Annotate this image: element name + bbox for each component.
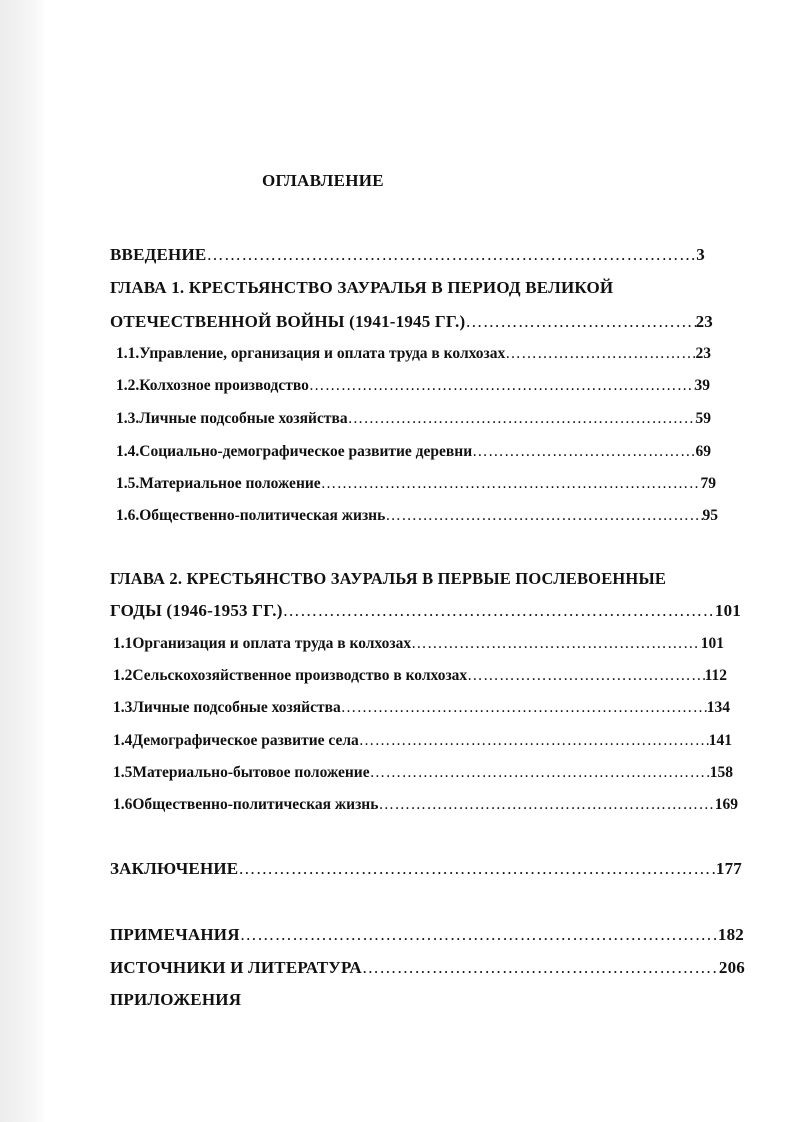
section-number: 1.1 bbox=[113, 635, 133, 652]
section-number: 1.4. bbox=[116, 443, 140, 460]
toc-entry-section-1-2[interactable] bbox=[116, 377, 710, 395]
entry-label: Материальное положение bbox=[139, 475, 321, 492]
toc-entry-conclusion[interactable] bbox=[110, 859, 742, 879]
page-number: 158 bbox=[709, 764, 733, 781]
toc-entry-section-1-6[interactable] bbox=[116, 507, 718, 525]
entry-label: Демографическое развитие села bbox=[132, 732, 359, 749]
toc-entry-section-2-2[interactable] bbox=[113, 667, 727, 685]
toc-entry-notes[interactable] bbox=[110, 925, 744, 945]
page-number: 177 bbox=[715, 859, 742, 878]
toc-entry-section-2-4[interactable] bbox=[113, 732, 732, 750]
dot-leader bbox=[467, 667, 704, 685]
entry-label: Общественно-политическая жизнь bbox=[139, 507, 386, 524]
entry-label: ЗАКЛЮЧЕНИЕ bbox=[110, 859, 239, 878]
scan-page-edge bbox=[0, 0, 46, 1122]
page-number: 39 bbox=[694, 377, 710, 394]
page-number: 206 bbox=[718, 958, 745, 977]
entry-label: ОТЕЧЕСТВЕННОЙ ВОЙНЫ (1941-1945 ГГ.) bbox=[110, 312, 466, 331]
toc-entry-section-2-6[interactable] bbox=[113, 796, 738, 814]
entry-label: ВВЕДЕНИЕ bbox=[110, 245, 207, 264]
page-number: 134 bbox=[706, 699, 730, 716]
page-number: 69 bbox=[695, 443, 711, 460]
dot-leader bbox=[370, 764, 710, 782]
page-number: 95 bbox=[702, 507, 718, 524]
chapter-2-heading-line-1[interactable]: ГЛАВА 2. КРЕСТЬЯНСТВО ЗАУРАЛЬЯ В ПЕРВЫЕ ПОСЛЕВОЕННЫЕ bbox=[110, 569, 667, 588]
dot-leader bbox=[411, 635, 701, 653]
dot-leader bbox=[283, 601, 715, 621]
section-number: 1.6 bbox=[113, 796, 133, 813]
page-number: 79 bbox=[700, 475, 716, 492]
toc-entry-section-1-4[interactable] bbox=[116, 443, 711, 461]
dot-leader bbox=[348, 410, 696, 428]
toc-entry-sources[interactable] bbox=[110, 958, 745, 978]
page-number: 3 bbox=[696, 245, 705, 264]
dot-leader bbox=[240, 925, 718, 945]
section-number: 1.2. bbox=[116, 377, 140, 394]
entry-label: Материально-бытовое положение bbox=[132, 764, 370, 781]
section-number: 1.3. bbox=[116, 410, 140, 427]
entry-label: Управление, организация и оплата труда в колхозах bbox=[139, 345, 506, 362]
dot-leader bbox=[359, 732, 709, 750]
page-number: 23 bbox=[695, 345, 711, 362]
toc-title: ОГЛАВЛЕНИЕ bbox=[262, 171, 384, 190]
dot-leader bbox=[341, 699, 707, 717]
toc-entry-section-1-5[interactable] bbox=[116, 475, 716, 493]
section-number: 1.5 bbox=[113, 764, 133, 781]
entry-label: ГОДЫ (1946-1953 ГГ.) bbox=[110, 601, 283, 620]
dot-leader bbox=[505, 345, 695, 363]
dot-leader bbox=[309, 377, 695, 395]
toc-entry-appendix[interactable]: ПРИЛОЖЕНИЯ bbox=[110, 990, 242, 1009]
section-number: 1.3 bbox=[113, 699, 133, 716]
page-number: 112 bbox=[704, 667, 727, 684]
dot-leader bbox=[472, 443, 695, 461]
dot-leader bbox=[206, 245, 696, 265]
entry-label: Личные подсобные хозяйства bbox=[132, 699, 341, 716]
section-number: 1.4 bbox=[113, 732, 133, 749]
page-number: 101 bbox=[700, 635, 724, 652]
dot-leader bbox=[321, 475, 701, 493]
section-number: 1.5. bbox=[116, 475, 140, 492]
page-number: 101 bbox=[714, 601, 741, 620]
toc-entry-chapter-2[interactable] bbox=[110, 601, 741, 621]
toc-entry-section-1-3[interactable] bbox=[116, 410, 711, 428]
chapter-1-heading-line-1[interactable]: ГЛАВА 1. КРЕСТЬЯНСТВО ЗАУРАЛЬЯ В ПЕРИОД ВЕЛИКОЙ bbox=[110, 278, 614, 297]
dot-leader bbox=[385, 507, 702, 525]
page-number: 23 bbox=[695, 312, 713, 331]
entry-label: Сельскохозяйственное производство в колхозах bbox=[132, 667, 468, 684]
dot-leader bbox=[238, 859, 716, 879]
dot-leader bbox=[378, 796, 714, 814]
toc-entry-section-2-3[interactable] bbox=[113, 699, 730, 717]
page-number: 182 bbox=[717, 925, 744, 944]
toc-entry-chapter-1[interactable] bbox=[110, 312, 713, 332]
entry-label: Колхозное производство bbox=[139, 377, 309, 394]
dot-leader bbox=[465, 312, 695, 332]
toc-entry-section-2-1[interactable] bbox=[113, 635, 724, 653]
page-number: 141 bbox=[708, 732, 732, 749]
entry-label: Общественно-политическая жизнь bbox=[132, 796, 379, 813]
entry-label: Социально-демографическое развитие деревни bbox=[139, 443, 473, 460]
page-number: 59 bbox=[695, 410, 711, 427]
entry-label: ИСТОЧНИКИ И ЛИТЕРАТУРА bbox=[110, 958, 362, 977]
toc-entry-section-1-1[interactable] bbox=[116, 345, 711, 363]
section-number: 1.2 bbox=[113, 667, 133, 684]
entry-label: Организация и оплата труда в колхозах bbox=[132, 635, 412, 652]
section-number: 1.1. bbox=[116, 345, 140, 362]
toc-entry-section-2-5[interactable] bbox=[113, 764, 733, 782]
page-number: 169 bbox=[714, 796, 738, 813]
entry-label: Личные подсобные хозяйства bbox=[139, 410, 348, 427]
dot-leader bbox=[362, 958, 719, 978]
entry-label: ПРИМЕЧАНИЯ bbox=[110, 925, 240, 944]
toc-entry-introduction[interactable] bbox=[110, 245, 705, 265]
section-number: 1.6. bbox=[116, 507, 140, 524]
